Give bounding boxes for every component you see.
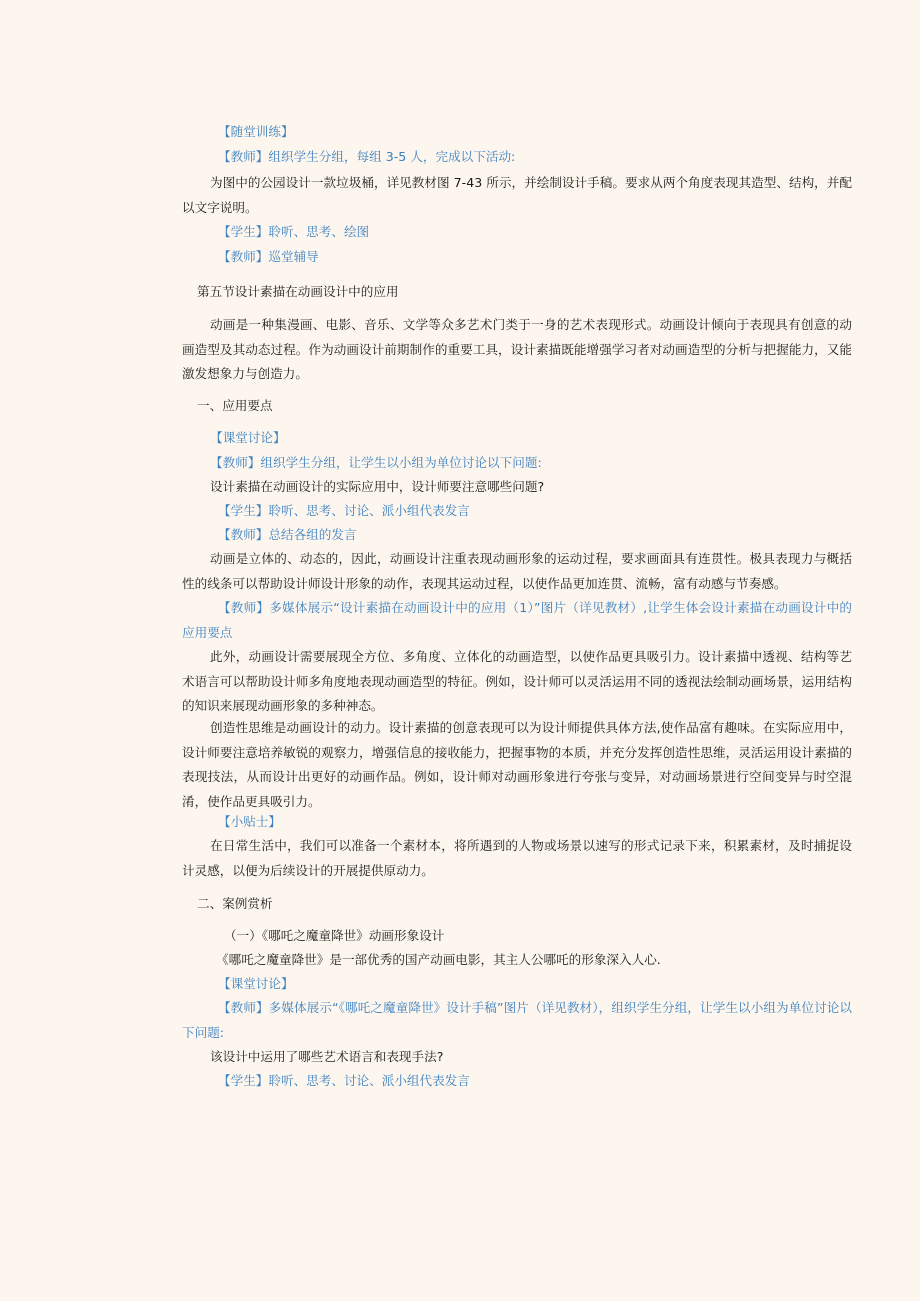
section-label-tip: 【小贴士】 xyxy=(218,814,281,829)
case-description: 《哪吒之魔童降世》是一部优秀的国产动画电影，其主人公哪吒的形象深入人心. xyxy=(216,952,661,967)
paragraph: 动画是一种集漫画、电影、音乐、文学等众多艺术门类于一身的艺术表现形式。动画设计倾向于表现具有创意的动画造型及其动态过程。作为动画设计前期制作的重要工具，设计素描既能增强学习者对动画造型的分析与把握能力，又能激发想象力与创造力。 xyxy=(182,317,852,382)
paragraph: 为图中的公园设计一款垃圾桶，详见教材图 7-43 所示，并绘制设计手稿。要求从两个角度表现其造型、结构，并配以文字说明。 xyxy=(182,175,852,215)
student-activity: 【学生】聆听、思考、讨论、派小组代表发言 xyxy=(218,1073,470,1088)
teacher-activity: 【教师】巡堂辅导 xyxy=(218,249,319,264)
section-heading: 第五节设计素描在动画设计中的应用 xyxy=(197,284,399,299)
section-label-practice: 【随堂训练】 xyxy=(218,124,294,139)
discussion-question: 设计素描在动画设计的实际应用中，设计师要注意哪些问题? xyxy=(210,479,545,494)
teacher-instruction: 【教师】组织学生分组，让学生以小组为单位讨论以下问题: xyxy=(210,455,542,470)
teacher-multimedia: 【教师】多媒体展示“《哪吒之魔童降世》设计手稿”图片（详见教材），组织学生分组，让学生以小组为单位讨论以下问题: xyxy=(182,1000,852,1040)
teacher-instruction: 【教师】组织学生分组，每组 3-5 人，完成以下活动: xyxy=(218,149,516,164)
student-activity: 【学生】聆听、思考、绘图 xyxy=(218,224,370,239)
subsection-heading: 一、应用要点 xyxy=(197,398,273,413)
discussion-question: 该设计中运用了哪些艺术语言和表现手法? xyxy=(210,1049,444,1064)
paragraph: 此外，动画设计需要展现全方位、多角度、立体化的动画造型，以使作品更具吸引力。设计素描中透视、结构等艺术语言可以帮助设计师多角度地表现动画造型的特征。例如，设计师可以灵活运用不同的透视法绘制动画场景，运用结构的知识来展现动画形象的多种神态。 xyxy=(182,649,852,714)
paragraph: 在日常生活中，我们可以准备一个素材本，将所遇到的人物或场景以速写的形式记录下来，积累素材，及时捕捉设计灵感，以便为后续设计的开展提供原动力。 xyxy=(182,838,852,878)
student-activity: 【学生】聆听、思考、讨论、派小组代表发言 xyxy=(218,503,470,518)
paragraph: 创造性思维是动画设计的动力。设计素描的创意表现可以为设计师提供具体方法,使作品富有趣味。在实际应用中，设计师要注意培养敏锐的观察力，增强信息的接收能力，把握事物的本质，并充分发挥创造性思维，灵活运用设计素描的表现技法，从而设计出更好的动画作品。例如，设计师对动画形象进行夸张与变异，对动画场景进行空间变异与时空混淆，使作品更具吸引力。 xyxy=(182,720,852,809)
teacher-multimedia: 【教师】多媒体展示“设计素描在动画设计中的应用（1）”图片（详见教材）,让学生体会设计素描在动画设计中的应用要点 xyxy=(182,600,852,640)
section-label-discussion: 【课堂讨论】 xyxy=(210,430,286,445)
case-title: （一）《哪吒之魔童降世》动画形象设计 xyxy=(224,928,445,943)
section-label-discussion: 【课堂讨论】 xyxy=(218,976,294,991)
teacher-activity: 【教师】总结各组的发言 xyxy=(218,527,357,542)
subsection-heading: 二、案例赏析 xyxy=(197,896,273,911)
paragraph: 动画是立体的、动态的，因此，动画设计注重表现动画形象的运动过程，要求画面具有连贯性。极具表现力与概括性的线条可以帮助设计师设计形象的动作，表现其运动过程，以使作品更加连贯、流畅，富有动感与节奏感。 xyxy=(182,551,852,591)
